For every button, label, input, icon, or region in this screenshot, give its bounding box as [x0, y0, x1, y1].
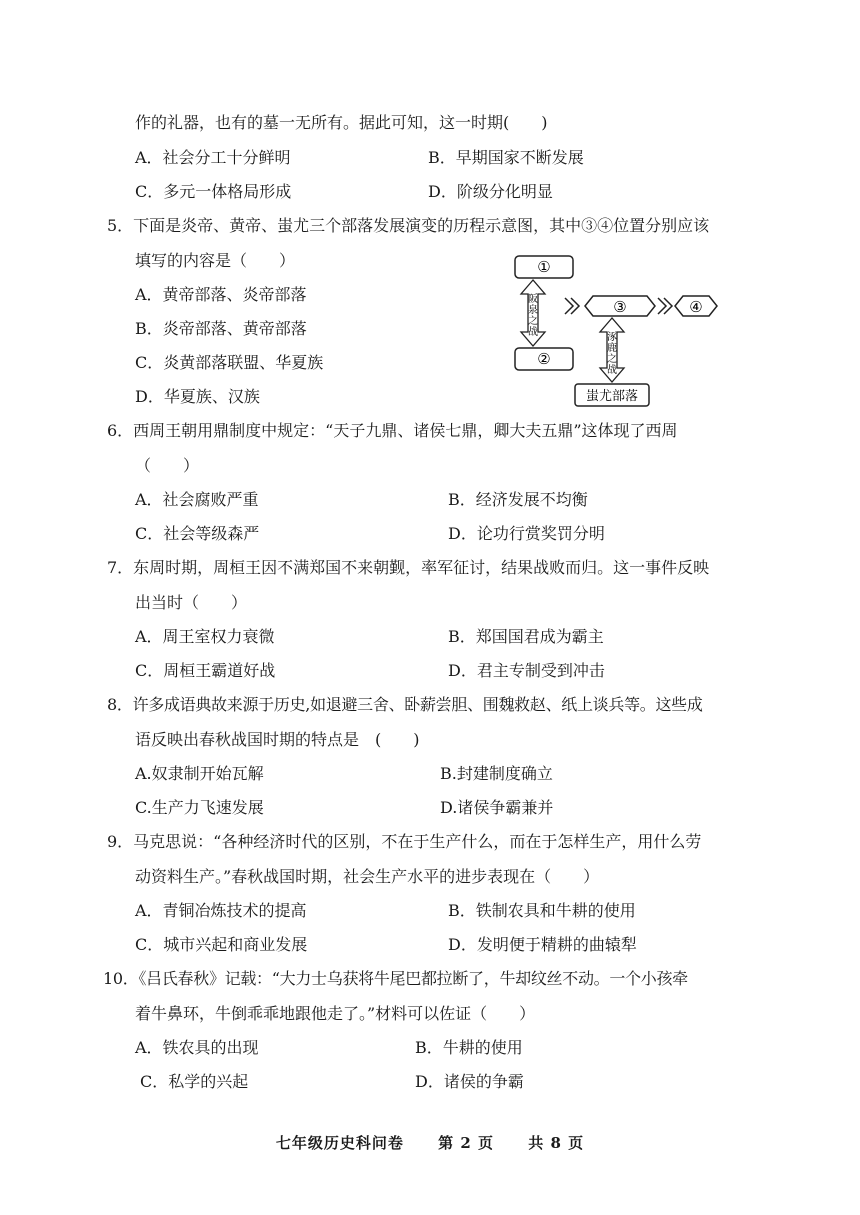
- q6-option-a: A．社会腐败严重: [135, 490, 259, 509]
- q5-option-c: C．炎黄部落联盟、华夏族: [135, 353, 324, 372]
- q9-option-b: B．铁制农具和牛耕的使用: [448, 901, 636, 920]
- battle2-char-4: 战: [607, 365, 617, 376]
- q6-stem-line1: 6．西周王朝用鼎制度中规定：“天子九鼎、诸侯七鼎，卿大夫五鼎”这体现了西周: [107, 421, 678, 440]
- q6-stem-line2: （ ）: [135, 456, 200, 475]
- q5-stem-line1: 5．下面是炎帝、黄帝、蚩尤三个部落发展演变的历程示意图，其中③④位置分别应该: [107, 216, 710, 235]
- q5-stem-line2: 填写的内容是（ ）: [135, 251, 296, 270]
- page-footer: [0, 1132, 860, 1153]
- battle2-char-2: 鹿: [607, 343, 617, 354]
- diagram-box-1-label: ①: [537, 258, 551, 276]
- q8-option-d: D.诸侯争霸兼并: [440, 798, 554, 817]
- q7-option-b: B．郑国国君成为霸主: [448, 627, 604, 646]
- q6-option-c: C．社会等级森严: [135, 524, 260, 543]
- battle1-char-2: 泉: [528, 305, 538, 316]
- q8-option-a: A.奴隶制开始瓦解: [135, 764, 264, 783]
- q7-option-d: D．君主专制受到冲击: [448, 661, 605, 680]
- tribe-evolution-diagram: [505, 250, 725, 410]
- q8-stem-line1: 8．许多成语典故来源于历史,如退避三舍、卧薪尝胆、围魏救赵、纸上谈兵等。这些成: [107, 695, 703, 714]
- q7-option-c: C．周桓王霸道好战: [135, 661, 276, 680]
- chevron-right-icon: [658, 298, 666, 314]
- q9-stem-line1: 9．马克思说：“各种经济时代的区别，不在于生产什么，而在于怎样生产，用什么劳: [107, 832, 702, 851]
- diagram-box-4-label: ④: [689, 298, 703, 316]
- q4-option-d: D．阶级分化明显: [428, 182, 553, 201]
- q10-option-c: C．私学的兴起: [140, 1072, 249, 1091]
- diagram-box-3-label: ③: [613, 298, 627, 316]
- q10-stem-line1: 10．《吕氏春秋》记载：“大力士乌获将牛尾巴都拉断了，牛却纹丝不动。一个小孩牵: [103, 969, 688, 988]
- battle1-char-3: 之: [528, 316, 538, 327]
- q10-option-a: A．铁农具的出现: [135, 1038, 259, 1057]
- q7-stem-line1: 7．东周时期，周桓王因不满郑国不来朝觐，率军征讨，结果战败而归。这一事件反映: [107, 558, 710, 577]
- diagram-box-2-label: ②: [537, 350, 551, 368]
- q9-option-d: D．发明便于精耕的曲辕犁: [448, 935, 637, 954]
- q6-option-b: B．经济发展不均衡: [448, 490, 588, 509]
- battle1-char-4: 战: [528, 327, 538, 338]
- diagram-chiyou-label: 蚩尤部落: [585, 389, 639, 404]
- q10-option-b: B．牛耕的使用: [415, 1038, 523, 1057]
- q9-option-a: A．青铜冶炼技术的提高: [135, 901, 307, 920]
- q9-option-c: C．城市兴起和商业发展: [135, 935, 308, 954]
- footer-subject: 七年级历史科问卷: [275, 1134, 404, 1152]
- battle1-char-1: 阪: [528, 294, 538, 305]
- q7-option-a: A．周王室权力衰微: [135, 627, 275, 646]
- q8-option-b: B.封建制度确立: [440, 764, 553, 783]
- q4-option-c: C．多元一体格局形成: [135, 182, 292, 201]
- q5-option-a: A．黄帝部落、炎帝部落: [135, 285, 307, 304]
- q8-stem-line2: 语反映出春秋战国时期的特点是 ( ): [135, 730, 420, 749]
- footer-total-pages: 共 8 页: [528, 1134, 585, 1152]
- footer-page-number: 第 2 页: [438, 1134, 494, 1152]
- q4-option-b: B．早期国家不断发展: [428, 148, 584, 167]
- q7-stem-line2: 出当时（ ）: [135, 593, 248, 612]
- q8-option-c: C.生产力飞速发展: [135, 798, 264, 817]
- chevron-right-icon: [565, 298, 573, 314]
- battle2-char-1: 涿: [607, 332, 617, 343]
- q6-option-d: D．论功行赏奖罚分明: [448, 524, 605, 543]
- q4-option-a: A．社会分工十分鲜明: [135, 148, 291, 167]
- q9-stem-line2: 动资料生产。”春秋战国时期，社会生产水平的进步表现在（ ）: [135, 867, 600, 886]
- q5-option-b: B．炎帝部落、黄帝部落: [135, 319, 307, 338]
- q10-option-d: D．诸侯的争霸: [415, 1072, 524, 1091]
- q4-continuation: 作的礼器，也有的墓一无所有。据此可知，这一时期( ): [135, 113, 548, 132]
- battle2-char-3: 之: [607, 354, 617, 365]
- q5-option-d: D．华夏族、汉族: [135, 387, 260, 406]
- q10-stem-line2: 着牛鼻环，牛倒乖乖地跟他走了。”材料可以佐证（ ）: [135, 1004, 536, 1023]
